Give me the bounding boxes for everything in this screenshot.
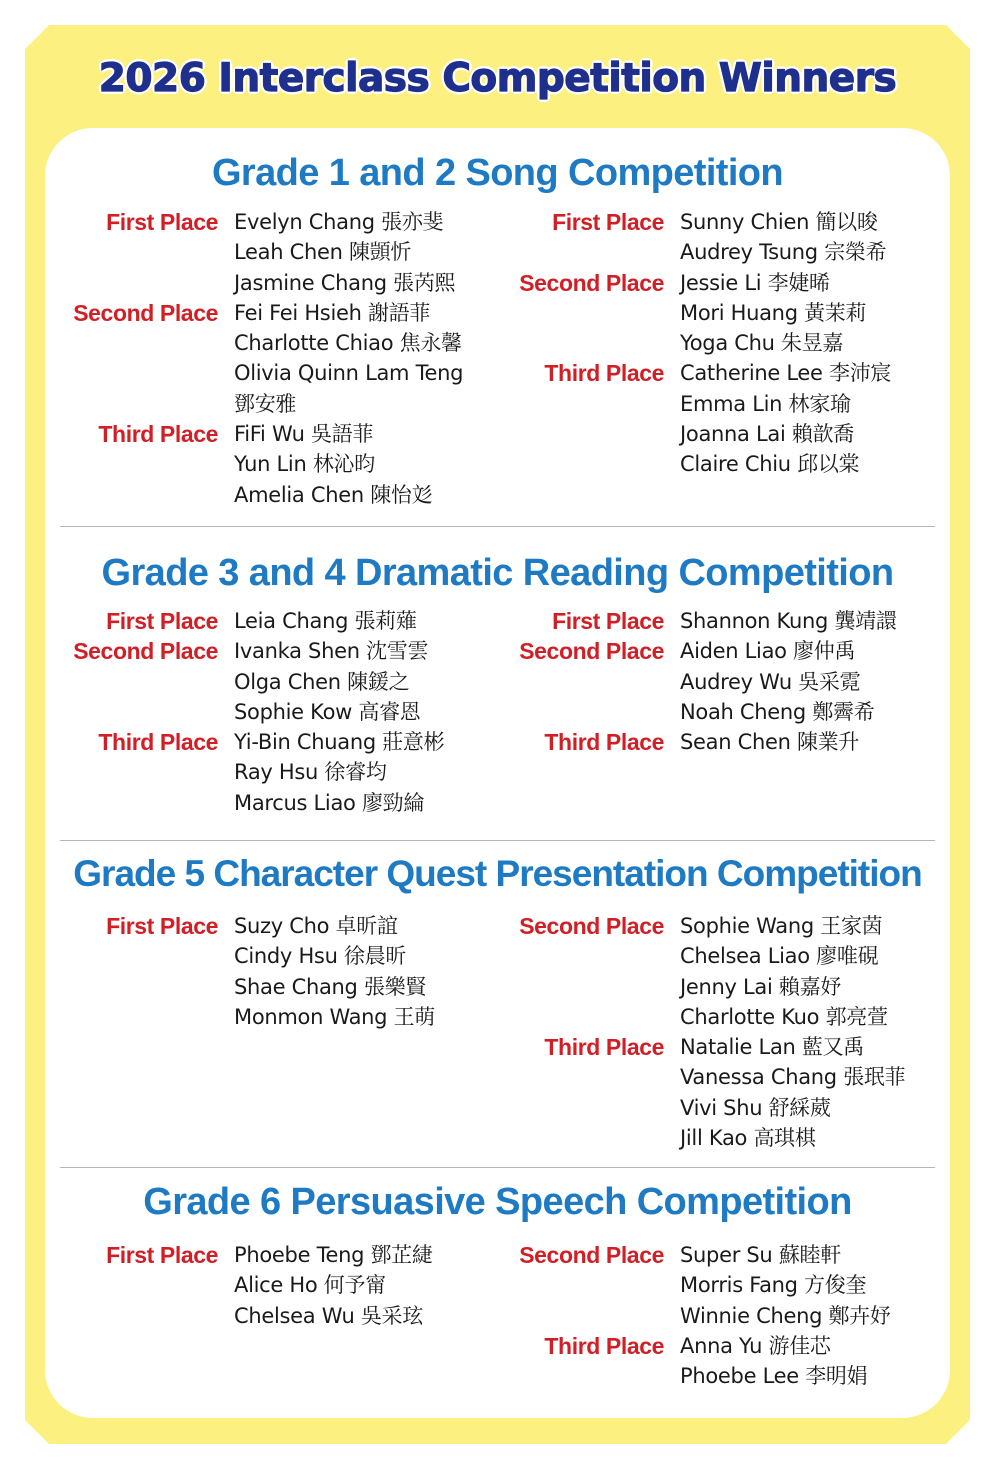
section-title-grade-1-2: Grade 1 and 2 Song Competition — [211, 152, 784, 194]
winner-name: Noah Cheng 鄭霽希 — [680, 699, 875, 724]
winner-name: Leia Chang 張莉薙 — [234, 609, 417, 633]
winner-name: Sophie Kow 高睿恩 — [234, 699, 421, 724]
place-label: Second Place — [519, 913, 664, 939]
place-group — [60, 1240, 510, 1331]
page-title: 2026 Interclass Competition Winners — [98, 56, 897, 101]
winner-name: Chelsea Liao 廖唯硯 — [680, 944, 879, 969]
winner-name: Claire Chiu 邱以棠 — [680, 452, 860, 477]
winner-name: Yun Lin 林沁昀 — [234, 452, 375, 477]
winner-name: Sophie Wang 王家茵 — [680, 914, 883, 938]
place-group — [506, 727, 956, 757]
winner-name: Evelyn Chang 張亦斐 — [234, 210, 444, 234]
place-group — [506, 1032, 956, 1153]
section-3-left-column — [60, 911, 510, 1032]
winner-list — [234, 298, 463, 419]
winner-name: Audrey Wu 吳采霓 — [680, 669, 861, 694]
place-group — [506, 1331, 956, 1392]
winner-list — [680, 727, 859, 757]
place-label: First Place — [106, 1242, 218, 1268]
winner-list — [680, 358, 891, 479]
place-label: Second Place — [519, 638, 664, 665]
winner-name: Anna Yu 游佳芯 — [680, 1333, 831, 1358]
winner-name: Marcus Liao 廖勁綸 — [234, 790, 425, 815]
winner-list — [680, 207, 886, 268]
winner-name: Jessie Li 李婕晞 — [680, 270, 830, 295]
place-group — [506, 1240, 956, 1331]
winner-name: Fei Fei Hsieh 謝語菲 — [234, 300, 431, 325]
winner-list — [680, 1331, 867, 1392]
place-label: First Place — [552, 608, 664, 634]
place-group — [506, 358, 956, 479]
section-divider — [60, 840, 935, 841]
winner-list — [680, 1032, 905, 1153]
winner-name: Sunny Chien 簡以晙 — [680, 210, 878, 234]
winner-name: Alice Ho 何予甯 — [234, 1273, 386, 1298]
place-group — [506, 606, 956, 636]
winner-name: Chelsea Wu 吳采玹 — [234, 1303, 423, 1328]
place-group — [506, 268, 956, 359]
place-label: First Place — [106, 209, 218, 235]
place-label: Second Place — [73, 638, 218, 665]
place-label: Second Place — [519, 269, 664, 296]
place-label: Third Place — [544, 360, 664, 387]
place-label: Third Place — [544, 1332, 664, 1359]
place-label: First Place — [552, 209, 664, 235]
section-2-left-column — [60, 606, 510, 818]
winner-name: Ray Hsu 徐睿均 — [234, 760, 387, 785]
winner-name: Catherine Lee 李沛宸 — [680, 361, 892, 386]
place-group — [60, 911, 510, 1032]
section-title-grade-6: Grade 6 Persuasive Speech Competition — [143, 1181, 852, 1223]
winner-name: Charlotte Kuo 郭亮萱 — [680, 1004, 888, 1029]
place-group — [60, 298, 510, 419]
winner-name: Vanessa Chang 張珉菲 — [680, 1065, 906, 1090]
winner-name: Joanna Lai 賴歆喬 — [680, 422, 854, 447]
winner-name: FiFi Wu 吳語菲 — [234, 422, 374, 447]
winner-name: Morris Fang 方俊奎 — [680, 1273, 867, 1298]
place-group — [60, 606, 510, 636]
place-group — [60, 419, 510, 510]
winner-list — [234, 1240, 433, 1331]
winner-name: Cindy Hsu 徐晨昕 — [234, 944, 407, 969]
winner-list — [680, 606, 897, 636]
place-label: Second Place — [73, 299, 218, 326]
winner-list — [680, 911, 888, 1032]
place-label: First Place — [106, 608, 218, 634]
winner-name: Yi-Bin Chuang 莊意彬 — [234, 730, 445, 755]
winner-name: Amelia Chen 陳怡彣 — [234, 482, 433, 507]
place-label: Third Place — [544, 729, 664, 756]
winner-name: Winnie Cheng 鄭卉妤 — [680, 1303, 891, 1328]
winner-name: Ivanka Shen 沈雪雲 — [234, 639, 429, 664]
section-title-grade-5: Grade 5 Character Quest Presentation Competition — [73, 853, 922, 894]
winner-name: Olivia Quinn Lam Teng — [234, 361, 464, 386]
winner-name: Suzy Cho 卓昕誼 — [234, 914, 398, 938]
section-4-left-column — [60, 1240, 510, 1331]
place-label: Second Place — [519, 1242, 664, 1268]
place-label: First Place — [106, 913, 218, 939]
winner-name: Jasmine Chang 張芮熙 — [234, 270, 456, 295]
winner-list — [234, 207, 455, 298]
winner-name: Super Su 蘇睦軒 — [680, 1243, 841, 1267]
winner-name: Sean Chen 陳業升 — [680, 730, 860, 755]
winner-name: Aiden Liao 廖仲禹 — [680, 639, 856, 664]
winner-name: Vivi Shu 舒綵葳 — [680, 1095, 831, 1120]
winner-name: Phoebe Lee 李明娟 — [680, 1364, 868, 1389]
winner-name: Audrey Tsung 宗榮希 — [680, 240, 887, 265]
place-group — [506, 636, 956, 727]
section-3-right-column — [506, 911, 956, 1153]
winner-list — [680, 268, 866, 359]
winner-list — [680, 1240, 891, 1331]
section-2-right-column — [506, 606, 956, 757]
section-title-grade-3-4: Grade 3 and 4 Dramatic Reading Competition — [101, 552, 894, 594]
winner-name: Mori Huang 黃茉莉 — [680, 300, 867, 325]
winner-list — [680, 636, 874, 727]
place-group — [60, 727, 510, 818]
place-group — [60, 636, 510, 727]
winner-name: Phoebe Teng 鄧芷緁 — [234, 1243, 433, 1267]
winner-name: Shae Chang 張樂賢 — [234, 974, 427, 999]
winner-name: Olga Chen 陳鍰之 — [234, 669, 410, 694]
winner-list — [234, 636, 428, 727]
winner-name: Jenny Lai 賴嘉妤 — [680, 974, 842, 999]
section-1-left-column — [60, 207, 510, 510]
place-group — [506, 207, 956, 268]
winner-name: Emma Lin 林家瑜 — [680, 391, 851, 416]
section-divider — [60, 526, 935, 527]
place-group — [60, 207, 510, 298]
place-label: Third Place — [544, 1034, 664, 1061]
winner-list — [234, 419, 432, 510]
section-1-right-column — [506, 207, 956, 480]
place-label: Third Place — [98, 421, 218, 448]
winner-list — [234, 911, 435, 1032]
section-4-right-column — [506, 1240, 956, 1391]
winner-name: 鄧安雅 — [234, 391, 297, 416]
winner-list — [234, 727, 444, 818]
winner-name: Shannon Kung 龔靖譞 — [680, 609, 897, 633]
section-divider — [60, 1167, 935, 1168]
winner-list — [234, 606, 417, 636]
winner-name: Yoga Chu 朱昱嘉 — [680, 331, 844, 356]
winner-name: Charlotte Chiao 焦永馨 — [234, 331, 462, 356]
winner-name: Leah Chen 陳顗忻 — [234, 240, 412, 265]
winner-name: Monmon Wang 王萌 — [234, 1004, 435, 1029]
place-group — [506, 911, 956, 1032]
winner-name: Natalie Lan 藍又禹 — [680, 1035, 864, 1060]
winner-name: Jill Kao 高琪棋 — [680, 1126, 816, 1151]
place-label: Third Place — [98, 729, 218, 756]
